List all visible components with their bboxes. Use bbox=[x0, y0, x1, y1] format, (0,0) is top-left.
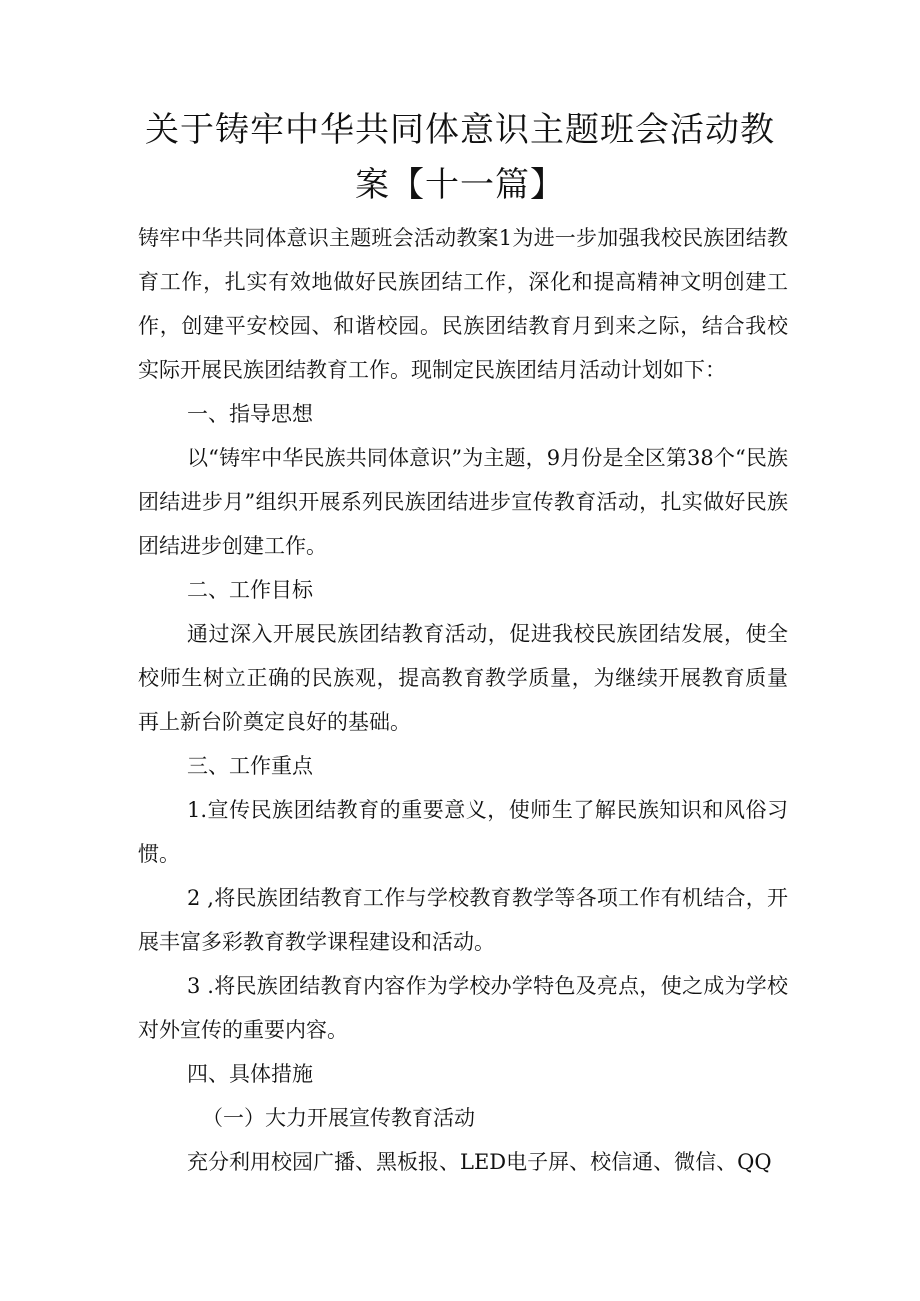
document-title-line-1: 关于铸牢中华共同体意识主题班会活动教 bbox=[145, 110, 775, 150]
paragraph-publicity: 充分利用校园广播、黑板报、LED电子屏、校信通、微信、QQ bbox=[187, 1150, 772, 1174]
list-item-focus-3: 3 .将民族团结教育内容作为学校办学特色及亮点，使之成为学校对外宣传的重要内容。 bbox=[138, 974, 788, 1042]
paragraph-work-goals: 通过深入开展民族团结教育活动，促进我校民族团结发展，使全校师生树立正确的民族观，提高教育教学质量，为继续开展教育质量再上新台阶奠定良好的基础。 bbox=[138, 622, 788, 734]
document-title-line-2: 案【十一篇】 bbox=[355, 165, 565, 205]
document-body bbox=[138, 216, 788, 1184]
list-item-focus-1: 1.宣传民族团结教育的重要意义，使师生了解民族知识和风俗习惯。 bbox=[138, 798, 788, 866]
intro-paragraph: 铸牢中华共同体意识主题班会活动教案1为进一步加强我校民族团结教育工作，扎实有效地做好民族团结工作，深化和提高精神文明创建工作，创建平安校园、和谐校园。民族团结教育月到来之际，结合我校实际开展民族团结教育工作。现制定民族团结月活动计划如下： bbox=[138, 226, 788, 382]
subsection-heading-publicity: （一）大力开展宣传教育活动 bbox=[202, 1106, 475, 1130]
list-item-focus-2: 2 ,将民族团结教育工作与学校教育教学等各项工作有机结合，开展丰富多彩教育教学课程建设和活动。 bbox=[138, 886, 788, 954]
section-heading-work-focus: 三、工作重点 bbox=[187, 754, 313, 778]
section-heading-work-goals: 二、工作目标 bbox=[187, 578, 313, 602]
paragraph-guiding-ideology: 以“铸牢中华民族共同体意识”为主题，9月份是全区第38个“民族团结进步月”组织开展系列民族团结进步宣传教育活动，扎实做好民族团结进步创建工作。 bbox=[138, 446, 788, 558]
section-heading-measures: 四、具体措施 bbox=[187, 1062, 313, 1086]
section-heading-guiding-ideology: 一、指导思想 bbox=[187, 402, 313, 426]
